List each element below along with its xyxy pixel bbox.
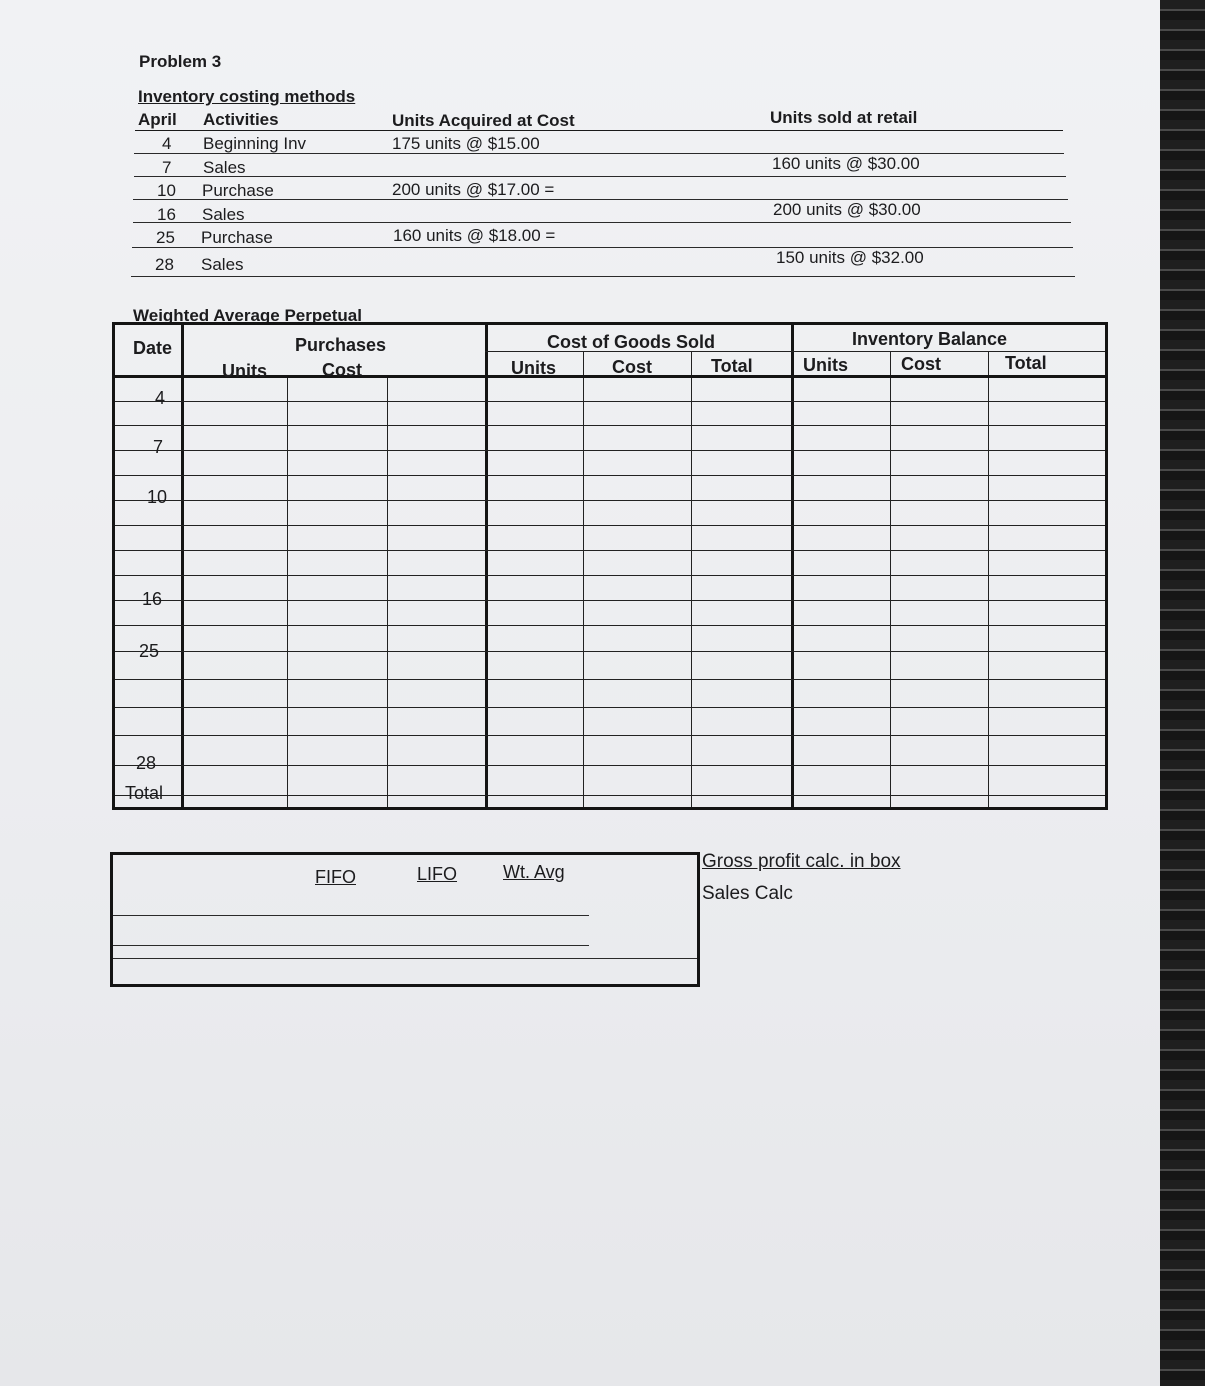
inventory-units-header: Units [803,355,848,375]
activity-acquired: 160 units @ $18.00 = [393,226,556,245]
cogs-units-header: Units [511,358,556,378]
summary-rule [113,958,697,959]
summary-box [110,852,700,987]
activity-day: 7 [162,158,172,177]
gross-profit-note: Gross profit calc. in box [702,851,901,872]
activity-sold: 150 units @ $32.00 [776,248,924,267]
lifo-label: LIFO [417,864,458,884]
grid-line [115,500,1105,501]
activity-name: Purchase [201,228,273,247]
cogs-total-header: Total [711,356,753,376]
wa-table-title: Weighted Average Perpetual [133,306,362,325]
grid-line [115,475,1105,476]
grid-line [691,351,692,807]
grid-line [115,425,1105,426]
activity-day: 10 [157,181,176,200]
total-row-label: Total [125,783,164,803]
grid-line [115,625,1105,626]
sales-calc-label: Sales Calc [702,883,793,904]
grid-line [115,651,1105,652]
grid-line [115,707,1105,708]
date-header: Date [133,338,173,358]
grid-line [115,550,1105,551]
summary-rule [113,945,589,946]
grid-line [988,351,989,807]
activity-name: Sales [202,205,245,224]
activity-acquired: 175 units @ $15.00 [392,134,540,153]
fifo-label: FIFO [315,867,356,887]
activities-row-rule [132,247,1073,248]
desk-edge [1160,0,1205,1386]
grid-line [115,401,1105,402]
inventory-balance-header: Inventory Balance [852,329,1008,349]
cogs-cost-header: Cost [612,357,652,377]
date-row-label: 10 [147,487,168,507]
col-header-units-sold: Units sold at retail [770,108,918,127]
section-title: Inventory costing methods [138,87,356,106]
grid-line [583,351,584,807]
grid-line [115,450,1105,451]
activity-day: 25 [156,228,175,247]
grid-line [115,795,1105,796]
activity-day: 16 [157,205,176,224]
date-row-label: 25 [139,641,160,661]
activity-name: Purchase [202,181,274,200]
col-header-activities: Activities [203,110,279,129]
cogs-header: Cost of Goods Sold [547,332,715,352]
grid-line [287,377,288,807]
activities-row-rule [134,176,1066,177]
grid-line [115,525,1105,526]
grid-line [115,765,1105,766]
grid-line [115,600,1105,601]
col-header-april: April [138,110,177,129]
purchases-header: Purchases [295,335,387,355]
activities-row-rule [131,276,1075,277]
activities-row-rule [133,222,1071,223]
activity-name: Sales [201,255,244,274]
summary-rule [113,915,589,916]
purchases-cost-header: Cost [322,360,362,380]
grid-line [115,679,1105,680]
date-row-label: 4 [155,388,166,408]
date-row-label: 28 [136,753,157,773]
grid-line [890,351,891,807]
activities-header-rule [135,130,1063,131]
activity-sold: 160 units @ $30.00 [772,154,920,173]
weighted-average-table [112,322,1108,810]
activity-name: Sales [203,158,246,177]
purchases-units-header: Units [222,361,267,381]
problem-title: Problem 3 [139,52,222,71]
activity-name: Beginning Inv [203,134,307,153]
activity-acquired: 200 units @ $17.00 = [392,180,555,199]
wt-avg-label: Wt. Avg [503,862,565,882]
activity-day: 28 [155,255,174,274]
grid-line [115,735,1105,736]
grid-line [387,377,388,807]
grid-line [115,575,1105,576]
date-row-label: 16 [142,589,163,609]
activity-day: 4 [162,134,172,153]
inventory-cost-header: Cost [901,354,941,374]
activity-sold: 200 units @ $30.00 [773,200,921,219]
inventory-total-header: Total [1005,353,1047,373]
col-header-units-acquired: Units Acquired at Cost [392,111,575,130]
date-row-label: 7 [153,437,164,457]
